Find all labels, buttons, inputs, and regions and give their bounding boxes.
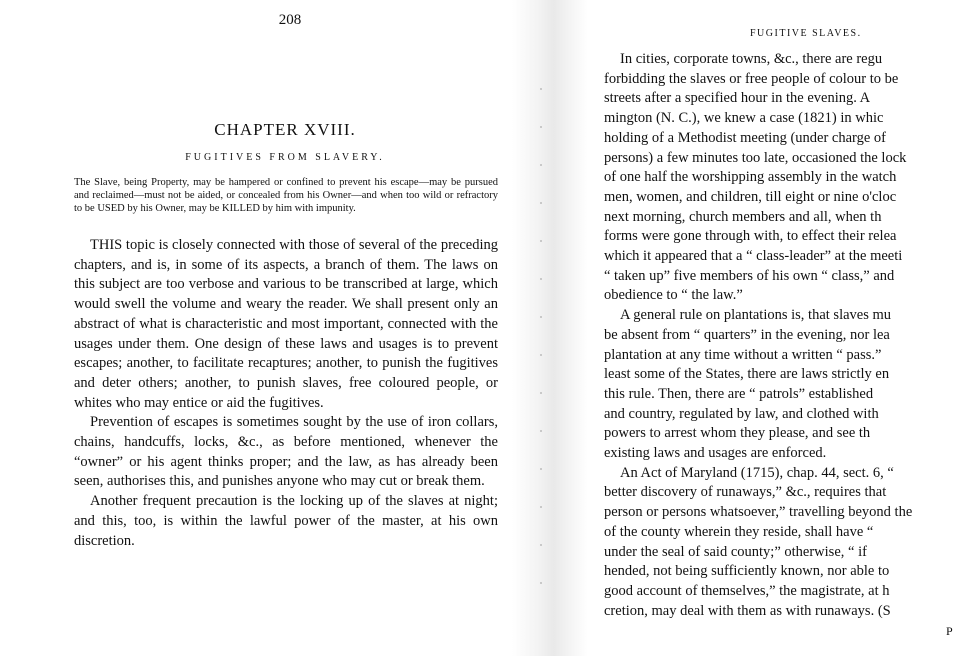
text-line: plantation at any time without a written “ pass.” [604, 346, 882, 363]
text-line: under the seal of said county;” otherwise, “ if [604, 543, 867, 560]
left-page-body [74, 236, 498, 551]
binding-stitches [538, 70, 544, 610]
right-page-body [604, 50, 980, 621]
text-line: hended, not being sufficiently known, nor able to [604, 563, 890, 580]
paragraph: Another frequent precaution is the locking up of the slaves at night; and this, too, is within the lawful power of the master, at his own discretion. [74, 493, 498, 549]
text-line: An Act of Maryland (1715), chap. 44, sect. 6, “ [620, 464, 894, 481]
chapter-title: CHAPTER XVIII. [214, 120, 356, 139]
text-line: cretion, may deal with them as with runaways. (S [604, 602, 891, 619]
text-line: “ taken up” five members of his own “ class,” and [604, 267, 895, 284]
running-head: FUGITIVE SLAVES. [750, 28, 862, 39]
text-line: powers to arrest whom they please, and see th [604, 425, 871, 442]
text-line: existing laws and usages are enforced. [604, 445, 827, 462]
text-line: forms were gone through with, to effect their relea [604, 228, 897, 245]
text-line: be absent from “ quarters” in the evening, nor lea [604, 326, 890, 343]
text-line: better discovery of runaways,” &c., requires that [604, 484, 887, 501]
text-line: good account of themselves,” the magistrate, at h [604, 582, 890, 599]
signature-mark: P [946, 624, 953, 638]
text-line: of one half the worshipping assembly in the watch [604, 169, 897, 186]
text-line: mington (N. C.), we knew a case (1821) in whic [604, 110, 884, 127]
page-number: 208 [278, 12, 302, 28]
text-line: least some of the States, there are laws strictly en [604, 366, 890, 383]
text-line: A general rule on plantations is, that slaves mu [620, 307, 892, 324]
chapter-subtitle: FUGITIVES FROM SLAVERY. [185, 152, 385, 163]
text-line: person or persons whatsoever,” travelling beyond the [604, 504, 913, 521]
text-line: and country, regulated by law, and clothed with [604, 405, 879, 422]
text-line: this rule. Then, there are “ patrols” established [604, 385, 874, 402]
text-line: forbidding the slaves or free people of colour to be [604, 70, 899, 87]
text-line: which it appeared that a “ class-leader” at the meeti [604, 248, 903, 265]
text-line: obedience to “ the law.” [604, 287, 743, 304]
text-line: In cities, corporate towns, &c., there are regu [620, 51, 883, 67]
text-line: persons) a few minutes too late, occasioned the lock [604, 149, 907, 166]
right-page [588, 0, 980, 656]
paragraph: Prevention of escapes is sometimes sought by the use of iron collars, chains, handcuffs, locks, &c., as before mentioned, whenever the “owner” or his agent thinks proper; and the law, as has already been seen, authorises this, and punishes anyone who may cut or break them. [74, 414, 498, 490]
text-line: streets after a specified hour in the evening. A [604, 90, 871, 107]
text-line: of the county wherein they reside, shall have “ [604, 523, 874, 540]
chapter-summary: The Slave, being Property, may be hampered or confined to prevent his escape—may be pursued and reclaimed—must not be aided, or concealed from his Owner—and when too wild or refractory to be USED by his Owner, may be KILLED by him with impunity. [74, 177, 498, 214]
paragraph: THIS topic is closely connected with those of several of the preceding chapters, and is, in some of its aspects, a branch of them. The laws on this subject are too verbose and various to be transcribed at large, which would swell the volume and weary the reader. We shall present only an abstract of what is characteristic and most important, connected with the usages under them. One design of these laws and usages is to prevent escapes; another, to facilitate recaptures; another, to punish the fugitives and deter others; another, to punish slaves, free coloured people, or whites who may entice or aid the fugitives. [74, 237, 498, 411]
text-line: men, women, and children, till eight or nine o'cloc [604, 188, 897, 205]
text-line: holding of a Methodist meeting (under charge of [604, 129, 887, 146]
text-line: next morning, church members and all, when th [604, 208, 882, 225]
book-gutter [512, 0, 588, 656]
